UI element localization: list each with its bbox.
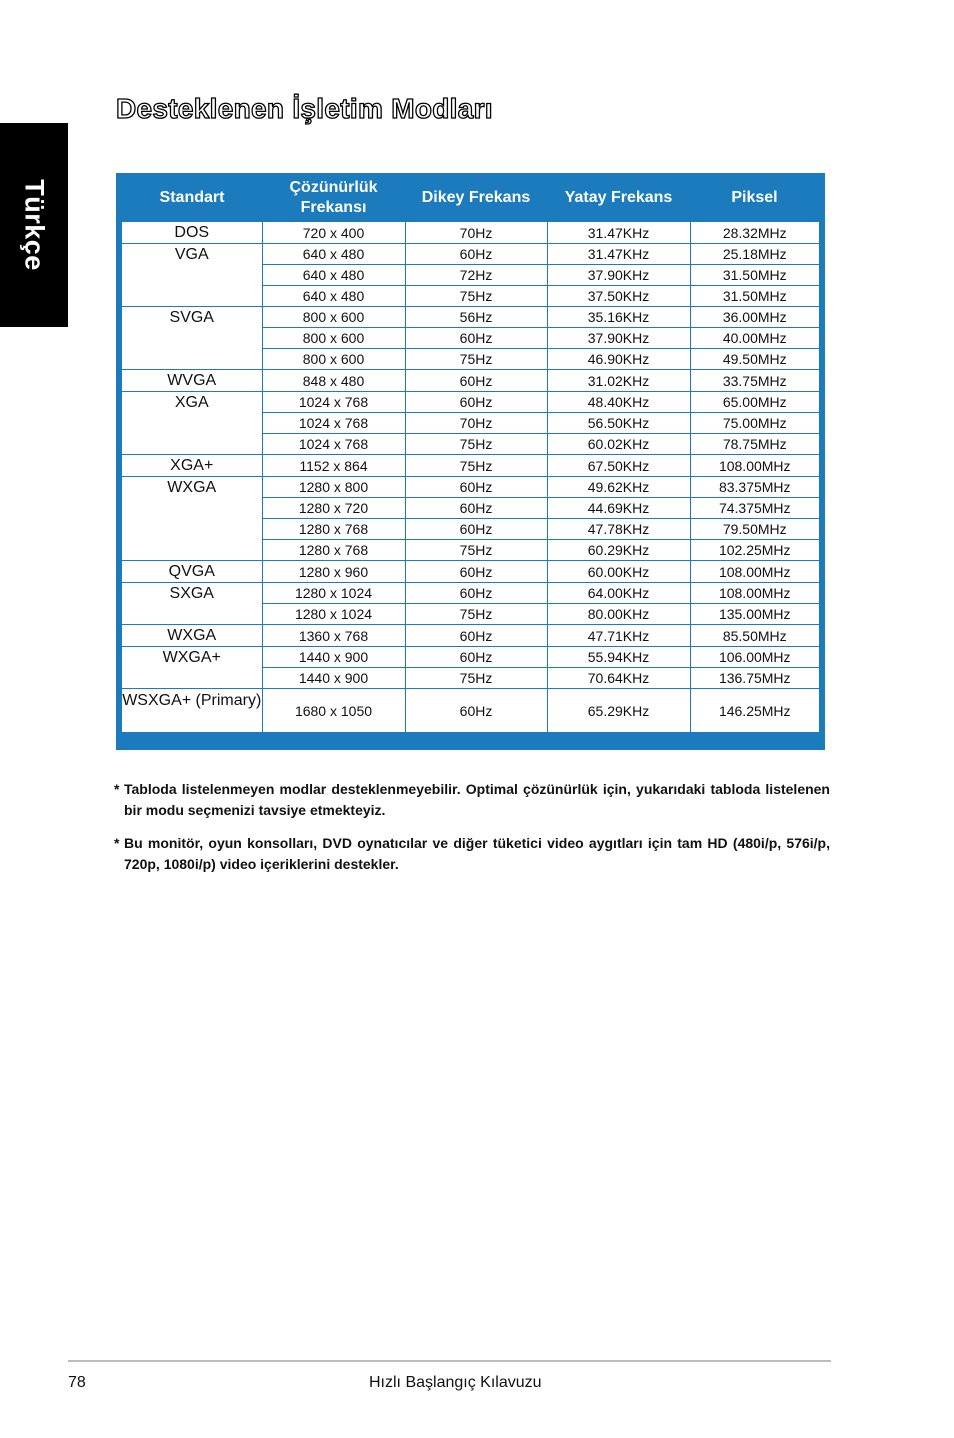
vertical-frequency-cell: 75Hz	[405, 668, 547, 689]
footnote	[114, 833, 830, 875]
horizontal-frequency-cell: 35.16KHz	[547, 307, 690, 328]
vertical-frequency-cell: 60Hz	[405, 647, 547, 668]
standard-cell: WXGA+	[122, 647, 262, 689]
page-title: Desteklenen İşletim Modları	[116, 93, 493, 124]
pixel-clock-cell: 79.50MHz	[690, 519, 819, 540]
horizontal-frequency-cell: 80.00KHz	[547, 604, 690, 625]
resolution-cell: 800 x 600	[262, 307, 405, 328]
horizontal-frequency-cell: 46.90KHz	[547, 349, 690, 370]
vertical-frequency-cell: 60Hz	[405, 498, 547, 519]
pixel-clock-cell: 78.75MHz	[690, 434, 819, 455]
header-standard: Standart	[159, 188, 225, 206]
horizontal-frequency-cell: 60.00KHz	[547, 561, 690, 583]
footnote-text: Bu monitör, oyun konsolları, DVD oynatıcılar ve diğer tüketici video aygıtları için tam HD (480i/p, 576i/p, 720p, 1080i/p) video içeriklerini destekler.	[124, 835, 830, 872]
header-vertical-frequency: Dikey Frekans	[421, 188, 531, 206]
vertical-frequency-cell: 60Hz	[405, 689, 547, 733]
resolution-cell: 1024 x 768	[262, 413, 405, 434]
table-row	[122, 561, 819, 583]
pixel-clock-cell: 102.25MHz	[690, 540, 819, 561]
resolution-cell: 1024 x 768	[262, 434, 405, 455]
pixel-clock-cell: 75.00MHz	[690, 413, 819, 434]
standard-cell: WVGA	[122, 370, 262, 392]
horizontal-frequency-cell: 48.40KHz	[547, 392, 690, 413]
operating-modes-table	[122, 173, 819, 732]
table-row	[122, 392, 819, 413]
table-row	[122, 647, 819, 668]
pixel-clock-cell: 33.75MHz	[690, 370, 819, 392]
pixel-clock-cell: 108.00MHz	[690, 455, 819, 477]
pixel-clock-cell: 108.00MHz	[690, 583, 819, 604]
horizontal-frequency-cell: 31.47KHz	[547, 244, 690, 265]
horizontal-frequency-cell: 60.02KHz	[547, 434, 690, 455]
vertical-frequency-cell: 60Hz	[405, 625, 547, 647]
horizontal-frequency-cell: 37.90KHz	[547, 328, 690, 349]
vertical-frequency-cell: 60Hz	[405, 519, 547, 540]
resolution-cell: 1152 x 864	[262, 455, 405, 477]
resolution-cell: 1024 x 768	[262, 392, 405, 413]
horizontal-frequency-cell: 37.90KHz	[547, 265, 690, 286]
horizontal-frequency-cell: 47.71KHz	[547, 625, 690, 647]
vertical-frequency-cell: 70Hz	[405, 413, 547, 434]
header-pixel-clock: Piksel	[731, 188, 778, 206]
standard-cell: SXGA	[122, 583, 262, 625]
pixel-clock-cell: 146.25MHz	[690, 689, 819, 733]
horizontal-frequency-cell: 64.00KHz	[547, 583, 690, 604]
table-row	[122, 689, 819, 733]
footnote-marker: *	[114, 781, 120, 797]
horizontal-frequency-cell: 60.29KHz	[547, 540, 690, 561]
resolution-cell: 1360 x 768	[262, 625, 405, 647]
resolution-cell: 1440 x 900	[262, 668, 405, 689]
page-number: 78	[68, 1374, 86, 1391]
horizontal-frequency-cell: 67.50KHz	[547, 455, 690, 477]
table-row	[122, 455, 819, 477]
horizontal-frequency-cell: 31.47KHz	[547, 222, 690, 244]
resolution-cell: 1680 x 1050	[262, 689, 405, 733]
resolution-cell: 1280 x 720	[262, 498, 405, 519]
resolution-cell: 1440 x 900	[262, 647, 405, 668]
vertical-frequency-cell: 60Hz	[405, 328, 547, 349]
pixel-clock-cell: 31.50MHz	[690, 286, 819, 307]
standard-cell: XGA+	[122, 455, 262, 477]
pixel-clock-cell: 49.50MHz	[690, 349, 819, 370]
vertical-frequency-cell: 56Hz	[405, 307, 547, 328]
table-row	[122, 222, 819, 244]
modes-table-frame	[116, 173, 825, 750]
vertical-frequency-cell: 75Hz	[405, 604, 547, 625]
vertical-frequency-cell: 75Hz	[405, 434, 547, 455]
pixel-clock-cell: 28.32MHz	[690, 222, 819, 244]
table-row	[122, 583, 819, 604]
resolution-cell: 1280 x 800	[262, 477, 405, 498]
language-label: Türkçe	[19, 179, 50, 271]
pixel-clock-cell: 65.00MHz	[690, 392, 819, 413]
resolution-cell: 1280 x 1024	[262, 583, 405, 604]
pixel-clock-cell: 135.00MHz	[690, 604, 819, 625]
standard-cell: WXGA	[122, 625, 262, 647]
resolution-cell: 1280 x 768	[262, 519, 405, 540]
table-row	[122, 370, 819, 392]
vertical-frequency-cell: 60Hz	[405, 392, 547, 413]
table-row	[122, 477, 819, 498]
language-side-tab	[0, 123, 68, 327]
resolution-cell: 800 x 600	[262, 349, 405, 370]
footnote	[114, 779, 830, 821]
vertical-frequency-cell: 60Hz	[405, 561, 547, 583]
vertical-frequency-cell: 60Hz	[405, 477, 547, 498]
footnote-marker: *	[114, 835, 120, 851]
vertical-frequency-cell: 75Hz	[405, 540, 547, 561]
vertical-frequency-cell: 75Hz	[405, 349, 547, 370]
pixel-clock-cell: 25.18MHz	[690, 244, 819, 265]
standard-cell: SVGA	[122, 307, 262, 370]
resolution-cell: 640 x 480	[262, 265, 405, 286]
standard-cell: WSXGA+ (Primary)	[122, 689, 262, 733]
horizontal-frequency-cell: 44.69KHz	[547, 498, 690, 519]
table-body	[122, 222, 819, 732]
horizontal-frequency-cell: 65.29KHz	[547, 689, 690, 733]
vertical-frequency-cell: 70Hz	[405, 222, 547, 244]
horizontal-frequency-cell: 31.02KHz	[547, 370, 690, 392]
vertical-frequency-cell: 75Hz	[405, 455, 547, 477]
standard-cell: WXGA	[122, 477, 262, 561]
pixel-clock-cell: 106.00MHz	[690, 647, 819, 668]
table-row	[122, 307, 819, 328]
pixel-clock-cell: 136.75MHz	[690, 668, 819, 689]
table-header-row	[122, 173, 819, 222]
footer-divider	[68, 1360, 831, 1362]
table-row	[122, 244, 819, 265]
horizontal-frequency-cell: 49.62KHz	[547, 477, 690, 498]
vertical-frequency-cell: 60Hz	[405, 370, 547, 392]
standard-cell: VGA	[122, 244, 262, 307]
pixel-clock-cell: 85.50MHz	[690, 625, 819, 647]
pixel-clock-cell: 108.00MHz	[690, 561, 819, 583]
table-row	[122, 625, 819, 647]
resolution-cell: 640 x 480	[262, 286, 405, 307]
footer-title: Hızlı Başlangıç Kılavuzu	[369, 1374, 542, 1391]
header-resolution: Çözünürlük Frekansı	[289, 178, 378, 216]
pixel-clock-cell: 83.375MHz	[690, 477, 819, 498]
resolution-cell: 800 x 600	[262, 328, 405, 349]
horizontal-frequency-cell: 47.78KHz	[547, 519, 690, 540]
resolution-cell: 848 x 480	[262, 370, 405, 392]
standard-cell: QVGA	[122, 561, 262, 583]
header-horizontal-frequency: Yatay Frekans	[564, 188, 673, 206]
vertical-frequency-cell: 72Hz	[405, 265, 547, 286]
horizontal-frequency-cell: 37.50KHz	[547, 286, 690, 307]
horizontal-frequency-cell: 55.94KHz	[547, 647, 690, 668]
pixel-clock-cell: 31.50MHz	[690, 265, 819, 286]
resolution-cell: 1280 x 768	[262, 540, 405, 561]
pixel-clock-cell: 74.375MHz	[690, 498, 819, 519]
resolution-cell: 640 x 480	[262, 244, 405, 265]
pixel-clock-cell: 40.00MHz	[690, 328, 819, 349]
vertical-frequency-cell: 75Hz	[405, 286, 547, 307]
resolution-cell: 1280 x 1024	[262, 604, 405, 625]
horizontal-frequency-cell: 70.64KHz	[547, 668, 690, 689]
resolution-cell: 720 x 400	[262, 222, 405, 244]
horizontal-frequency-cell: 56.50KHz	[547, 413, 690, 434]
resolution-cell: 1280 x 960	[262, 561, 405, 583]
footnotes	[114, 779, 830, 887]
standard-cell: XGA	[122, 392, 262, 455]
vertical-frequency-cell: 60Hz	[405, 244, 547, 265]
pixel-clock-cell: 36.00MHz	[690, 307, 819, 328]
standard-cell: DOS	[122, 222, 262, 244]
vertical-frequency-cell: 60Hz	[405, 583, 547, 604]
footnote-text: Tabloda listelenmeyen modlar desteklenmeyebilir. Optimal çözünürlük için, yukarıdaki tabloda listelenen bir modu seçmenizi tavsiye etmekteyiz.	[124, 781, 830, 818]
